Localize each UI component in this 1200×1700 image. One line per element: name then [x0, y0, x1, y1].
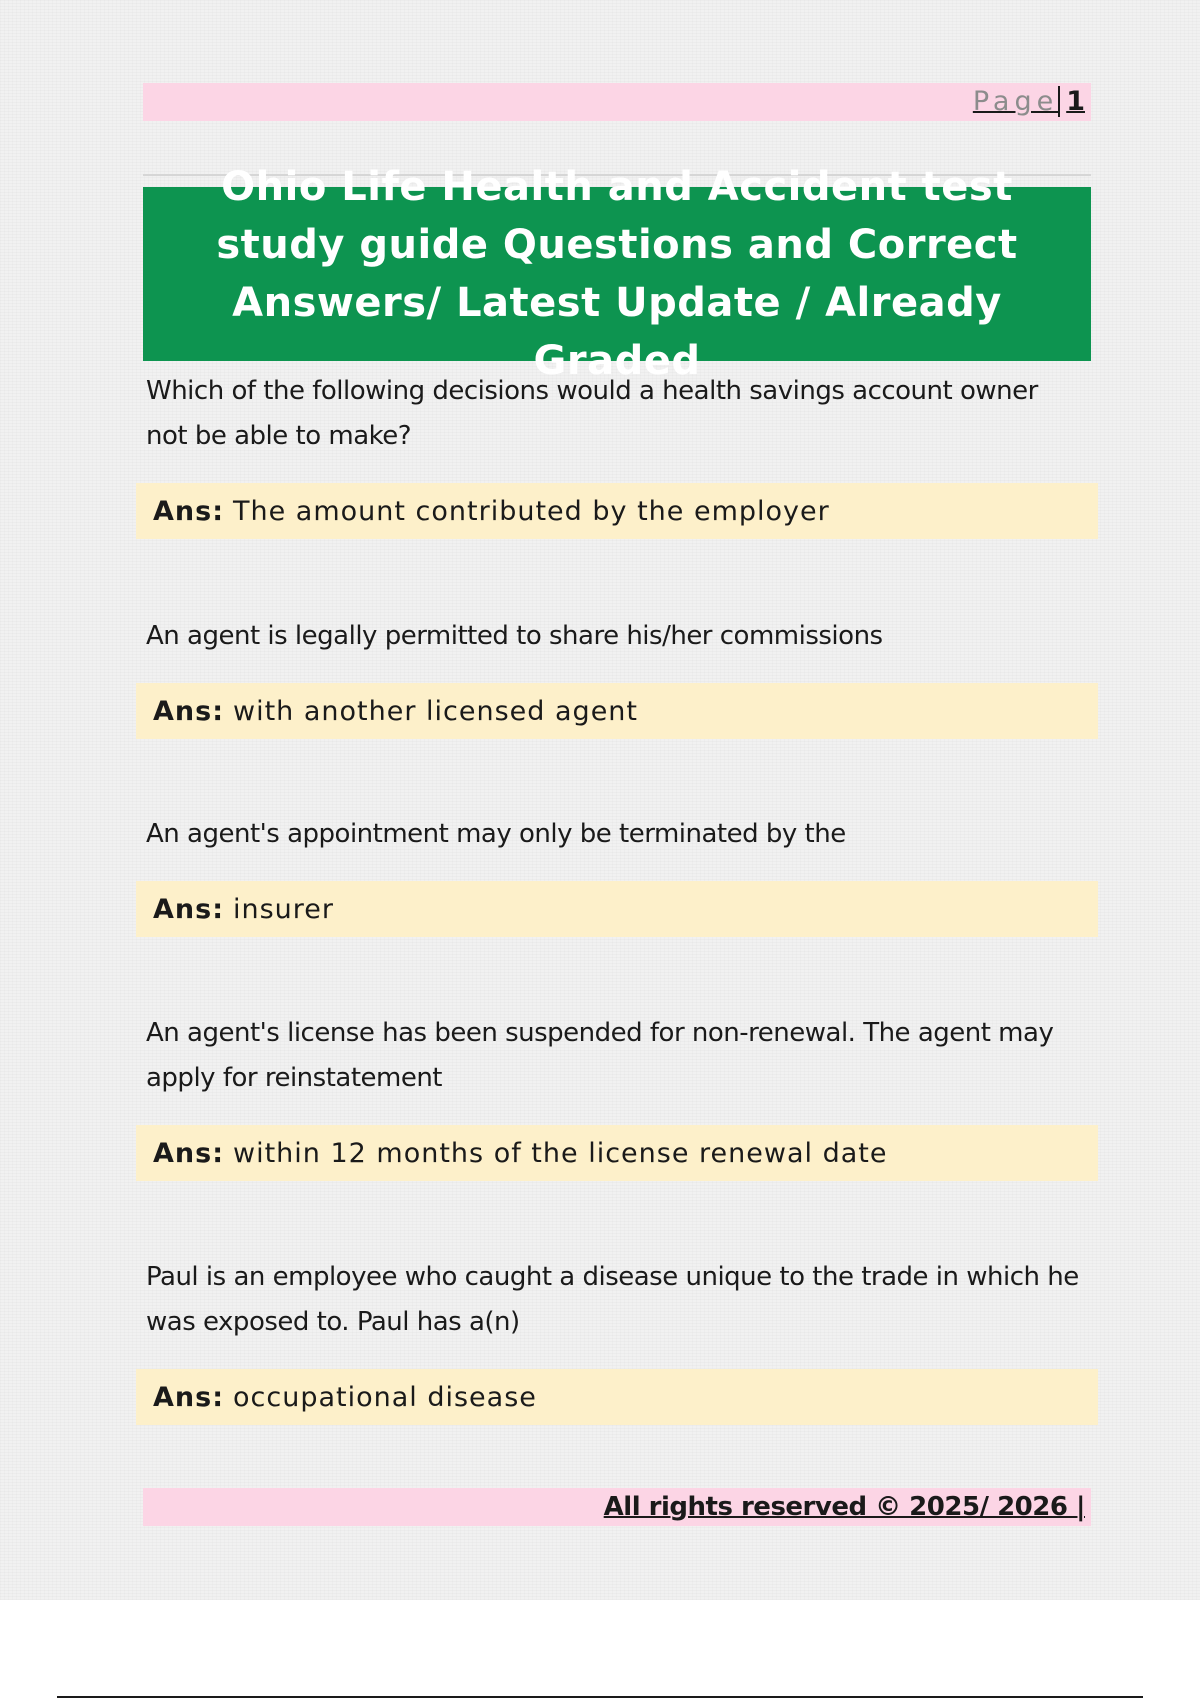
page-number-value: 1	[1058, 86, 1085, 117]
answer-text: occupational disease	[233, 1381, 537, 1413]
bottom-divider	[57, 1696, 1143, 1698]
answer-box	[136, 881, 1098, 937]
copyright-notice: All rights reserved © 2025/ 2026 |	[603, 1492, 1085, 1522]
document-title: Ohio Life Health and Accident test study guide Questions and Correct Answers/ Latest Update / Already Graded	[216, 164, 1018, 384]
answer-box	[136, 683, 1098, 739]
answer-label: Ans:	[153, 893, 224, 925]
answer-label: Ans:	[153, 1137, 224, 1169]
answer-label: Ans:	[153, 1381, 224, 1413]
question-text: An agent's appointment may only be terminated by the	[146, 819, 846, 849]
answer-label: Ans:	[153, 495, 224, 527]
page-number-label	[973, 87, 1085, 117]
page-word: Page	[972, 86, 1059, 117]
answer-box	[136, 1369, 1098, 1425]
page-footer	[143, 1488, 1091, 1526]
question-text: Which of the following decisions would a health savings account owner not be able to make?	[146, 376, 1038, 451]
question-text: Paul is an employee who caught a disease unique to the trade in which he was exposed to. Paul has a(n)	[146, 1262, 1079, 1337]
page-header	[143, 83, 1091, 121]
question-text: An agent is legally permitted to share his/her commissions	[146, 621, 883, 651]
answer-box	[136, 483, 1098, 539]
question-text: An agent's license has been suspended for non-renewal. The agent may apply for reinstatement	[146, 1018, 1054, 1093]
answer-box	[136, 1125, 1098, 1181]
answer-text: The amount contributed by the employer	[233, 495, 830, 527]
title-banner	[143, 164, 1091, 384]
answer-label: Ans:	[153, 695, 224, 727]
answer-text: within 12 months of the license renewal date	[233, 1137, 888, 1169]
answer-text: with another licensed agent	[233, 695, 638, 727]
answer-text: insurer	[233, 893, 335, 925]
